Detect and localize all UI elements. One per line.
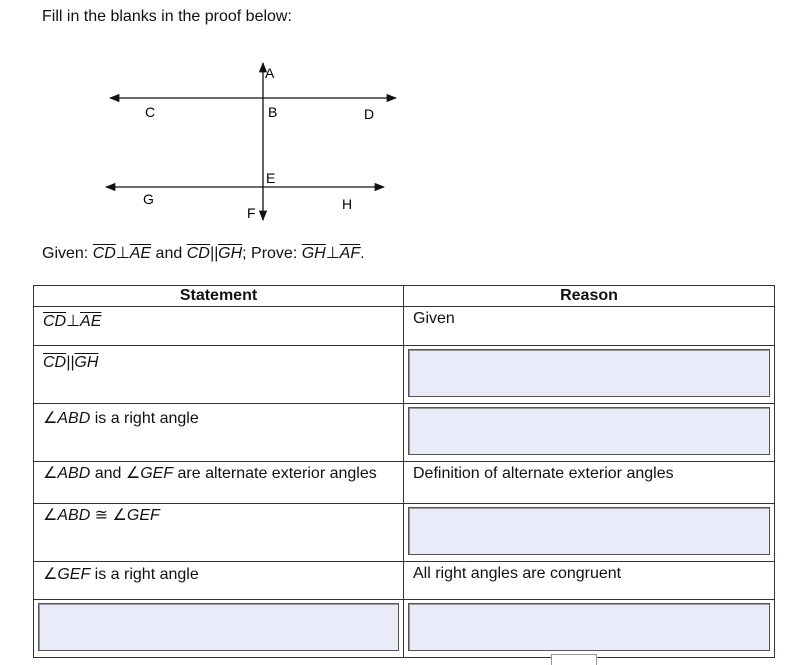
and-word: and bbox=[155, 245, 183, 262]
given-label: Given: bbox=[42, 245, 89, 262]
period: . bbox=[360, 245, 365, 262]
statement-cell bbox=[34, 462, 404, 504]
statement-cell bbox=[34, 504, 404, 562]
segment-gh-2: $\overline{GH}$ bbox=[301, 245, 326, 262]
label-f: F bbox=[247, 205, 256, 221]
reason-cell bbox=[404, 307, 775, 346]
given-prove-line bbox=[42, 243, 365, 263]
segment-gh: $\overline{GH}$ bbox=[74, 354, 99, 371]
instruction-text: Fill in the blanks in the proof below: bbox=[42, 8, 292, 25]
prove-label: ; Prove: bbox=[242, 245, 298, 262]
table-row bbox=[34, 346, 775, 404]
angle-gef: ∠GEF bbox=[112, 507, 160, 524]
table-row bbox=[34, 462, 775, 504]
table-row bbox=[34, 562, 775, 600]
statement-cell bbox=[34, 307, 404, 346]
perp-symbol: ⊥ bbox=[115, 245, 130, 262]
angle-gef: ∠GEF bbox=[43, 566, 91, 583]
statement-cell bbox=[34, 562, 404, 600]
header-row bbox=[34, 286, 775, 307]
reason-cell bbox=[404, 462, 775, 504]
reason-cell bbox=[404, 404, 775, 462]
segment-ae: $\overline{AE}$ bbox=[129, 245, 152, 262]
angle-abd: ∠ABD bbox=[43, 507, 91, 524]
segment-cd: $\overline{CD}$ bbox=[43, 313, 67, 330]
statement-cell bbox=[34, 404, 404, 462]
statement-text: are alternate exterior angles bbox=[173, 465, 377, 482]
label-g: G bbox=[143, 191, 154, 207]
table-row bbox=[34, 404, 775, 462]
statement-text: is a right angle bbox=[90, 566, 199, 583]
perp-symbol-2: ⊥ bbox=[325, 245, 340, 262]
parallel-symbol: || bbox=[209, 245, 219, 262]
proof-table bbox=[33, 285, 775, 658]
segment-af: $\overline{AF}$ bbox=[339, 245, 361, 262]
reason-cell bbox=[404, 346, 775, 404]
parallel-symbol: || bbox=[66, 354, 75, 371]
statement-text: is a right angle bbox=[90, 410, 199, 427]
reason-text: Definition of alternate exterior angles bbox=[413, 465, 674, 482]
perp-symbol: ⊥ bbox=[66, 313, 81, 330]
geometry-figure bbox=[0, 55, 420, 230]
statement-header: Statement bbox=[34, 286, 404, 307]
label-a: A bbox=[265, 65, 275, 81]
label-h: H bbox=[342, 196, 353, 212]
table-row bbox=[34, 504, 775, 562]
segment-cd-2: $\overline{CD}$ bbox=[186, 245, 210, 262]
segment-gh: $\overline{GH}$ bbox=[218, 245, 243, 262]
reason-text: Given bbox=[413, 310, 455, 327]
angle-gef: ∠GEF bbox=[125, 465, 174, 482]
reason-blank-input[interactable] bbox=[408, 349, 770, 397]
statement-cell bbox=[34, 600, 404, 658]
segment-cd: $\overline{CD}$ bbox=[43, 354, 67, 371]
statement-cell bbox=[34, 346, 404, 404]
reason-cell bbox=[404, 504, 775, 562]
reason-header: Reason bbox=[404, 286, 775, 307]
reason-blank-input[interactable] bbox=[408, 603, 770, 651]
statement-blank-input[interactable] bbox=[38, 603, 399, 651]
and-word: and bbox=[90, 465, 126, 482]
table-row bbox=[34, 600, 775, 658]
angle-abd: ∠ABD bbox=[43, 465, 91, 482]
reason-cell bbox=[404, 562, 775, 600]
table-row bbox=[34, 307, 775, 346]
reason-blank-input[interactable] bbox=[408, 407, 770, 455]
reason-text: All right angles are congruent bbox=[413, 565, 622, 582]
label-c: C bbox=[145, 104, 156, 120]
label-d: D bbox=[364, 106, 375, 122]
reason-blank-input[interactable] bbox=[408, 507, 770, 555]
label-b: B bbox=[268, 104, 278, 120]
segment-ae: $\overline{AE}$ bbox=[80, 313, 102, 330]
congruent-symbol: ≅ bbox=[90, 507, 113, 524]
scroll-handle[interactable] bbox=[551, 654, 597, 665]
label-e: E bbox=[266, 170, 276, 186]
reason-cell bbox=[404, 600, 775, 658]
angle-abd: ∠ABD bbox=[43, 410, 91, 427]
segment-cd: $\overline{CD}$ bbox=[92, 245, 116, 262]
